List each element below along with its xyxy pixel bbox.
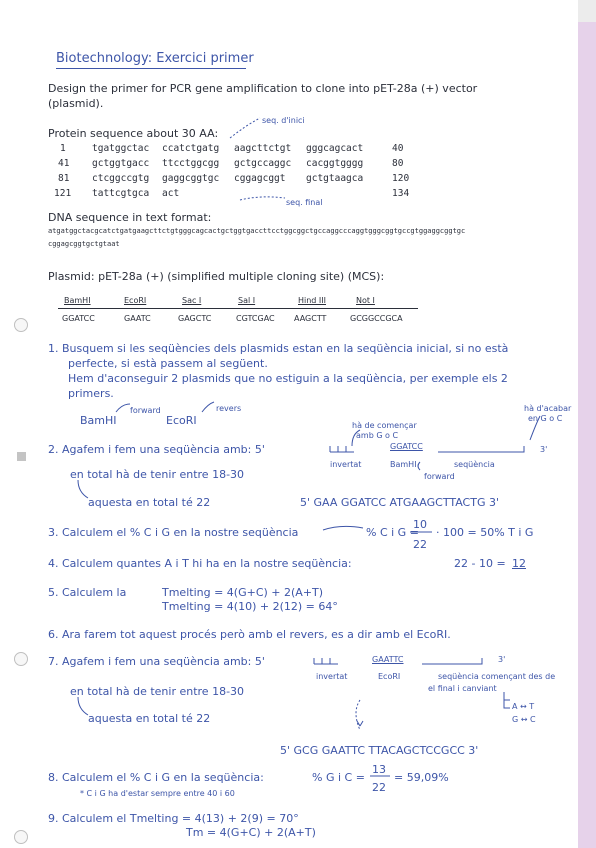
enzyme-site: GCGGCCGCA xyxy=(350,314,403,323)
row-num: 81 xyxy=(58,173,70,184)
site-ecori: GAATTC xyxy=(372,655,404,664)
step-8: 8. Calculem el % C i G en la seqüència: xyxy=(48,771,264,784)
row-seq: ccatctgatg xyxy=(162,143,220,154)
page-title: Biotechnology: Exercici primer xyxy=(56,51,254,66)
row-seq: cacggtgggg xyxy=(306,158,364,169)
enzyme-site: AAGCTT xyxy=(294,314,327,323)
intro-line-1: Design the primer for PCR gene amplification to clone into pET-28a (+) vector xyxy=(48,82,478,95)
step-2: 2. Agafem i fem una seqüència amb: 5' xyxy=(48,443,265,456)
page-edge-tab xyxy=(578,22,596,848)
note-end-gc-2: en G o C xyxy=(528,414,563,423)
step-9-formula: Tm = 4(G+C) + 2(A+T) xyxy=(186,826,316,839)
step-5-formula: Tmelting = 4(G+C) + 2(A+T) xyxy=(162,586,324,599)
step-4-calc: 22 - 10 = xyxy=(454,557,506,570)
row-seq: ctcggccgtg xyxy=(92,173,150,184)
step-3: 3. Calculem el % C i G en la nostre seqüència xyxy=(48,526,299,539)
swap-gc: G ↔ C xyxy=(512,715,536,724)
intro-line-2: (plasmid). xyxy=(48,97,104,110)
step-8-rest: = 59,09% xyxy=(394,771,449,784)
row-seq: gctggtgacc xyxy=(92,158,150,169)
step-2-result: aquesta en total té 22 xyxy=(88,496,211,509)
step-7: 7. Agafem i fem una seqüència amb: 5' xyxy=(48,655,265,668)
row-num: 41 xyxy=(58,158,70,169)
label-inverted-2: invertat xyxy=(316,672,348,681)
enzyme-name: Sal I xyxy=(238,296,256,305)
note-forward: forward xyxy=(130,406,161,415)
step-1-line-3: Hem d'aconseguir 2 plasmids que no estiguin a la seqüència, per exemple els 2 xyxy=(68,372,508,385)
step-3-den: 22 xyxy=(413,538,427,551)
step-8-num: 13 xyxy=(372,763,386,776)
row-end: 80 xyxy=(392,158,404,169)
row-seq: aagcttctgt xyxy=(234,143,292,154)
step-1-line-2: perfecte, si està passem al següent. xyxy=(68,357,268,370)
enzyme-choice-2: EcoRI xyxy=(166,414,197,427)
row-seq: tgatggctac xyxy=(92,143,150,154)
row-seq: cggagcggt xyxy=(234,173,286,184)
enzyme-name: Not I xyxy=(356,296,375,305)
row-num: 121 xyxy=(54,188,72,199)
step-3-label: % C i G = xyxy=(366,526,419,539)
step-8-den: 22 xyxy=(372,781,386,794)
row-seq: ttcctggcgg xyxy=(162,158,220,169)
enzyme-name: Hind III xyxy=(298,296,327,305)
row-seq: gctgccaggc xyxy=(234,158,292,169)
step-8-label: % G i C = xyxy=(312,771,365,784)
label-forward: forward xyxy=(424,472,455,481)
note-revers: revers xyxy=(216,404,242,413)
note-reverse-1: seqüència començant des de xyxy=(438,672,556,681)
dna-heading: DNA sequence in text format: xyxy=(48,211,212,224)
dna-line-1: atgatggctacgcatctgatgaagcttctgtgggcagcactgctggtgaccttcctggcggctgccaggcccaggtgggcggtgccgtggaggcggtgc xyxy=(48,227,466,235)
step-8-note: * C i G ha d'estar sempre entre 40 i 60 xyxy=(80,789,235,798)
row-seq: act xyxy=(162,188,180,199)
step-6: 6. Ara farem tot aquest procés però amb el revers, es a dir amb el EcoRI. xyxy=(48,628,451,641)
enzyme-site: GAATC xyxy=(124,314,151,323)
enzyme-site: GAGCTC xyxy=(178,314,212,323)
enzyme-name: EcoRI xyxy=(124,296,147,305)
row-seq: gaggcggtgc xyxy=(162,173,220,184)
note-start-gc-2: amb G o C xyxy=(356,431,399,440)
note-start-seq: seq. d'inici xyxy=(262,116,305,125)
row-end: 40 xyxy=(392,143,404,154)
step-5: 5. Calculem la xyxy=(48,586,127,599)
step-1-line-4: primers. xyxy=(68,387,114,400)
note-end-gc-1: hà d'acabar xyxy=(524,404,572,413)
enzyme-choice-1: BamHI xyxy=(80,414,117,427)
primer-forward: 5' GAA GGATCC ATGAAGCTTACTG 3' xyxy=(300,496,499,509)
step-3-num: 10 xyxy=(413,518,427,531)
dna-line-2: cggagcggtgctgtaat xyxy=(48,240,120,248)
step-4: 4. Calculem quantes A i T hi ha en la nostre seqüència: xyxy=(48,557,352,570)
label-inverted: invertat xyxy=(330,460,362,469)
step-4-answer: 12 xyxy=(512,557,526,570)
step-7-total: en total hà de tenir entre 18-30 xyxy=(70,685,245,698)
step-1-line-1: 1. Busquem si les seqüències dels plasmids estan en la seqüència inicial, si no està xyxy=(48,342,509,355)
row-num: 1 xyxy=(60,143,66,154)
note-start-gc-1: hà de començar xyxy=(352,421,417,430)
site-bamhi: GGATCC xyxy=(390,442,423,451)
enzyme-name: BamHI xyxy=(64,296,91,305)
row-end: 120 xyxy=(392,173,410,184)
step-2-total: en total hà de tenir entre 18-30 xyxy=(70,468,245,481)
enzyme-site: CGTCGAC xyxy=(236,314,275,323)
step-5-result: Tmelting = 4(10) + 2(12) = 64° xyxy=(162,600,338,613)
enzyme-site: GGATCC xyxy=(62,314,95,323)
three-prime: 3' xyxy=(540,445,548,454)
step-3-rest: · 100 = 50% T i G xyxy=(436,526,534,539)
row-seq: gctgtaagca xyxy=(306,173,364,184)
three-prime-2: 3' xyxy=(498,655,506,664)
step-9: 9. Calculem el Tmelting = 4(13) + 2(9) = 70° xyxy=(48,812,299,825)
plasmid-heading: Plasmid: pET-28a (+) (simplified multiple cloning site) (MCS): xyxy=(48,270,385,283)
label-sequence: seqüència xyxy=(454,460,495,469)
row-seq: gggcagcact xyxy=(306,143,364,154)
enzyme-name: Sac I xyxy=(182,296,202,305)
swap-at: A ↔ T xyxy=(512,702,535,711)
note-end-seq: seq. final xyxy=(286,198,323,207)
primer-reverse: 5' GCG GAATTC TTACAGCTCCGCC 3' xyxy=(280,744,479,757)
note-reverse-2: el final i canviant xyxy=(428,684,497,693)
step-7-result: aquesta en total té 22 xyxy=(88,712,211,725)
label-bamhi: BamHI xyxy=(390,460,417,469)
protein-heading: Protein sequence about 30 AA: xyxy=(48,127,219,140)
row-seq: tattcgtgca xyxy=(92,188,150,199)
label-ecori: EcoRI xyxy=(378,672,401,681)
row-end: 134 xyxy=(392,188,410,199)
